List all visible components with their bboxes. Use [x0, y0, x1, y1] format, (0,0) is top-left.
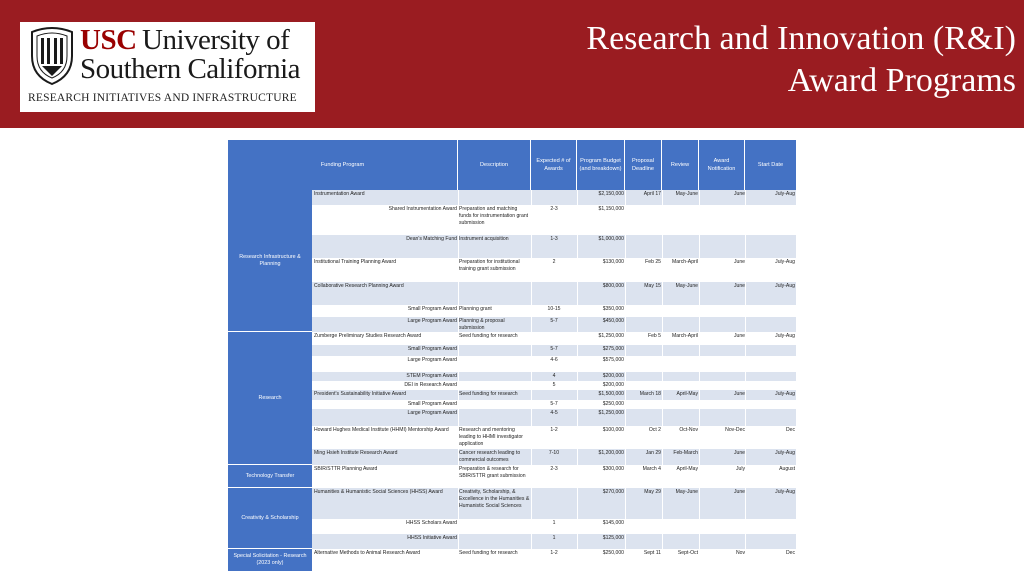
- cell-notify: [699, 346, 745, 356]
- column-header-start-date: Start Date: [745, 140, 796, 190]
- cell-desc: Research and mentoring leading to HHMI investigator application: [459, 427, 523, 447]
- page-title-line-2: Award Programs: [787, 62, 1016, 99]
- cell-deadline: Sept 11: [643, 550, 661, 556]
- column-divider: [577, 190, 578, 571]
- category-research-infrastructure: Research Infrastructure & Planning: [228, 190, 312, 332]
- cell-funding-program: Howard Hughes Medical Institute (HHMI) Mentorship Award: [314, 427, 449, 433]
- cell-notify: June: [733, 391, 745, 397]
- cell-notify: [699, 306, 745, 317]
- cell-desc: Creativity, Scholarship, & Excellence in the Humanities & Humanistic Social Sciences: [459, 489, 530, 509]
- cell-start: [745, 410, 795, 426]
- cell-funding-program: Alternative Methods to Animal Research Award: [314, 550, 421, 556]
- cell-deadline: March 4: [642, 466, 661, 472]
- cell-awards: 2-3: [550, 206, 558, 212]
- category-creativity-scholarship: Creativity & Scholarship: [228, 488, 312, 549]
- cell-start: July-Aug: [775, 283, 795, 289]
- cell-start: Dec: [785, 427, 795, 433]
- column-header-review: Review: [662, 140, 699, 190]
- cell-start: [745, 382, 795, 390]
- cell-budget: $250,000: [602, 550, 624, 556]
- cell-budget: $800,000: [602, 283, 624, 289]
- cell-desc: Cancer research leading to commercial outcomes: [459, 450, 521, 463]
- cell-start: [745, 357, 795, 372]
- cell-start: Dec: [785, 550, 795, 556]
- cell-budget: $275,000: [602, 346, 624, 352]
- cell-budget: $145,000: [602, 520, 624, 526]
- cell-budget: $2,150,000: [598, 191, 624, 197]
- cell-awards: 4-5: [550, 410, 558, 416]
- cell-awards: 1: [552, 535, 556, 541]
- cell-funding-program: Small Program Award: [407, 401, 457, 407]
- cell-review: March-April: [671, 333, 698, 339]
- cell-awards: 1-2: [550, 427, 558, 433]
- cell-budget: $130,000: [602, 259, 624, 265]
- cell-funding-program: Large Program Award: [407, 318, 457, 324]
- logo-usc-text: USC: [80, 24, 137, 56]
- cell-budget: $200,000: [602, 382, 624, 388]
- column-header-program-budget: Program Budget (and breakdown): [577, 140, 625, 190]
- cell-start: August: [779, 466, 795, 472]
- cell-budget: $250,000: [602, 401, 624, 407]
- cell-awards: 1-2: [550, 550, 558, 556]
- cell-review: [662, 236, 698, 258]
- cell-funding-program: DEI in Research Award: [404, 382, 457, 388]
- column-header-award-notification: Award Notification: [699, 140, 745, 190]
- cell-review: March-April: [671, 259, 698, 265]
- column-header-description: Description: [458, 140, 531, 190]
- cell-deadline: Feb 5: [647, 333, 661, 339]
- cell-review: [662, 520, 698, 534]
- cell-awards: 2-3: [550, 466, 558, 472]
- cell-budget: $450,000: [602, 318, 624, 324]
- cell-review: [662, 401, 698, 409]
- cell-notify: [699, 357, 745, 372]
- cell-notify: June: [733, 489, 745, 495]
- column-divider: [458, 190, 459, 571]
- usc-logo: [20, 22, 315, 112]
- cell-awards: 2: [552, 259, 556, 265]
- cell-start: [745, 318, 795, 332]
- cell-start: [745, 520, 795, 534]
- cell-budget: $1,500,000: [598, 391, 624, 397]
- cell-funding-program: Institutional Training Planning Award: [314, 259, 397, 265]
- cell-funding-program: HHSS Scholars Award: [406, 520, 457, 526]
- cell-start: July-Aug: [775, 391, 795, 397]
- cell-desc: Seed funding for research: [459, 550, 518, 556]
- cell-awards: 5-7: [550, 401, 558, 407]
- cell-notify: [699, 206, 745, 235]
- cell-deadline: April 17: [643, 191, 661, 197]
- cell-desc: [459, 283, 531, 305]
- column-divider: [699, 190, 700, 571]
- cell-awards: [531, 391, 577, 400]
- cell-notify: [699, 520, 745, 534]
- cell-notify: July: [735, 466, 745, 472]
- cell-notify: June: [733, 450, 745, 456]
- cell-notify: June: [733, 283, 745, 289]
- cell-deadline: [625, 346, 661, 356]
- cell-start: [745, 306, 795, 317]
- cell-budget: $300,000: [602, 466, 624, 472]
- cell-review: [662, 206, 698, 235]
- cell-desc: Preparation for institutional training grant submission: [459, 259, 520, 272]
- cell-review: Feb-March: [673, 450, 698, 456]
- cell-review: Sept-Oct: [677, 550, 698, 556]
- cell-deadline: [625, 318, 661, 332]
- cell-desc: Instrument acquisition: [459, 236, 509, 242]
- cell-desc: Seed funding for research: [459, 391, 518, 397]
- page-title-line-1: Research and Innovation (R&I): [586, 20, 1016, 57]
- cell-deadline: [625, 357, 661, 372]
- cell-notify: Nov-Dec: [725, 427, 745, 433]
- cell-awards: 4-6: [550, 357, 558, 363]
- cell-review: [662, 357, 698, 372]
- cell-deadline: [625, 520, 661, 534]
- logo-subtitle: RESEARCH INITIATIVES AND INFRASTRUCTURE: [28, 92, 297, 104]
- cell-deadline: [625, 373, 661, 381]
- cell-budget: $1,250,000: [598, 333, 624, 339]
- cell-budget: $1,250,000: [598, 410, 624, 416]
- cell-awards: 7-10: [548, 450, 560, 456]
- cell-start: July-Aug: [775, 259, 795, 265]
- cell-awards: 4: [552, 373, 556, 379]
- usc-seal-icon: [28, 26, 76, 86]
- cell-notify: [699, 382, 745, 390]
- cell-start: [745, 346, 795, 356]
- cell-review: [662, 346, 698, 356]
- cell-notify: [699, 410, 745, 426]
- cell-notify: [699, 535, 745, 549]
- cell-awards: 10-15: [547, 306, 561, 312]
- cell-review: [662, 306, 698, 317]
- cell-notify: June: [733, 333, 745, 339]
- cell-deadline: [625, 410, 661, 426]
- cell-review: April-May: [676, 466, 698, 472]
- logo-southern-california-text: Southern California: [80, 53, 301, 85]
- cell-funding-program: Dean's Matching Fund: [406, 236, 457, 242]
- cell-desc: Planning grant: [459, 306, 492, 312]
- logo-university-text: University of: [142, 24, 290, 56]
- cell-desc: [459, 520, 531, 534]
- column-divider: [662, 190, 663, 571]
- cell-notify: [699, 236, 745, 258]
- cell-review: May-June: [675, 489, 698, 495]
- cell-budget: $350,000: [602, 306, 624, 312]
- cell-awards: 1-3: [550, 236, 558, 242]
- cell-funding-program: Shared Instrumentation Award: [388, 206, 457, 212]
- cell-deadline: [625, 306, 661, 317]
- cell-review: [662, 373, 698, 381]
- cell-budget: $1,200,000: [598, 450, 624, 456]
- column-header-proposal-deadline: Proposal Deadline: [625, 140, 662, 190]
- cell-deadline: [625, 535, 661, 549]
- cell-desc: Seed funding for research: [459, 333, 518, 339]
- cell-deadline: May 29: [644, 489, 661, 495]
- cell-funding-program: Small Program Award: [407, 306, 457, 312]
- cell-awards: [531, 489, 577, 519]
- cell-start: [745, 206, 795, 235]
- award-programs-table: [228, 140, 796, 571]
- category-research: Research: [228, 332, 312, 465]
- cell-budget: $1,000,000: [598, 236, 624, 242]
- cell-start: [745, 236, 795, 258]
- cell-awards: 5-7: [550, 318, 558, 324]
- cell-awards: 1: [552, 520, 556, 526]
- column-header-expected-awards: Expected # of Awards: [531, 140, 577, 190]
- cell-funding-program: Zumberge Preliminary Studies Research Award: [314, 333, 422, 339]
- cell-desc: Preparation and matching funds for instrumentation grant submission: [459, 206, 529, 226]
- cell-start: July-Aug: [775, 333, 795, 339]
- cell-desc: [459, 346, 531, 356]
- cell-start: July-Aug: [775, 450, 795, 456]
- column-header-funding-program: Funding Program: [228, 140, 458, 190]
- cell-review: May-June: [675, 191, 698, 197]
- title-banner: [0, 0, 1024, 128]
- cell-review: Oct-Nov: [679, 427, 698, 433]
- cell-funding-program: STEM Program Award: [406, 373, 457, 379]
- cell-funding-program: President's Sustainability Initiative Award: [314, 391, 407, 397]
- cell-start: [745, 401, 795, 409]
- cell-desc: [459, 357, 531, 372]
- cell-deadline: [625, 236, 661, 258]
- column-divider: [745, 190, 746, 571]
- cell-start: [745, 373, 795, 381]
- category-special-solicitation: Special Solicitation - Research (2023 only): [228, 549, 312, 571]
- cell-budget: $575,000: [602, 357, 624, 363]
- cell-awards: [531, 283, 577, 305]
- cell-awards: [531, 333, 577, 345]
- cell-deadline: March 18: [639, 391, 661, 397]
- cell-desc: [459, 535, 531, 549]
- cell-funding-program: Collaborative Research Planning Award: [314, 283, 404, 289]
- cell-notify: [699, 318, 745, 332]
- cell-awards: 5-7: [550, 346, 558, 352]
- cell-desc: [459, 410, 531, 426]
- category-technology-transfer: Technology Transfer: [228, 465, 312, 488]
- cell-review: [662, 410, 698, 426]
- cell-deadline: [625, 382, 661, 390]
- cell-funding-program: Ming Hsieh Institute Research Award: [314, 450, 398, 456]
- column-divider: [625, 190, 626, 571]
- cell-funding-program: Large Program Award: [407, 410, 457, 416]
- cell-deadline: [625, 206, 661, 235]
- cell-desc: Planning & proposal submission: [459, 318, 505, 331]
- cell-notify: June: [733, 191, 745, 197]
- cell-desc: [459, 401, 531, 409]
- cell-awards: [531, 191, 577, 205]
- cell-deadline: Feb 25: [645, 259, 661, 265]
- cell-deadline: Jan 29: [645, 450, 661, 456]
- cell-budget: $1,150,000: [598, 206, 624, 212]
- cell-budget: $100,000: [602, 427, 624, 433]
- cell-start: [745, 535, 795, 549]
- cell-deadline: May 15: [644, 283, 661, 289]
- cell-notify: [699, 401, 745, 409]
- cell-funding-program: Instrumentation Award: [314, 191, 365, 197]
- cell-review: [662, 318, 698, 332]
- cell-funding-program: Large Program Award: [407, 357, 457, 363]
- cell-desc: [459, 382, 531, 390]
- cell-review: April-May: [676, 391, 698, 397]
- cell-deadline: [625, 401, 661, 409]
- cell-deadline: Oct 2: [648, 427, 661, 433]
- page-title: [496, 18, 1016, 102]
- cell-start: July-Aug: [775, 489, 795, 495]
- cell-budget: $270,000: [602, 489, 624, 495]
- cell-funding-program: Humanities & Humanistic Social Sciences (HHSS) Award: [314, 489, 443, 495]
- cell-desc: [459, 191, 531, 205]
- cell-start: July-Aug: [775, 191, 795, 197]
- cell-desc: Preparation & research for SBIR/STTR grant submission: [459, 466, 526, 479]
- cell-funding-program: SBIR/STTR Planning Award: [314, 466, 378, 472]
- cell-notify: Nov: [735, 550, 745, 556]
- cell-review: [662, 382, 698, 390]
- cell-notify: [699, 373, 745, 381]
- cell-budget: $200,000: [602, 373, 624, 379]
- cell-notify: June: [733, 259, 745, 265]
- cell-awards: 5: [552, 382, 556, 388]
- cell-review: May-June: [675, 283, 698, 289]
- cell-funding-program: Small Program Award: [407, 346, 457, 352]
- cell-review: [662, 535, 698, 549]
- cell-desc: [459, 373, 531, 381]
- column-divider: [531, 190, 532, 571]
- cell-budget: $125,000: [602, 535, 624, 541]
- cell-funding-program: HHSS Initiative Award: [407, 535, 457, 541]
